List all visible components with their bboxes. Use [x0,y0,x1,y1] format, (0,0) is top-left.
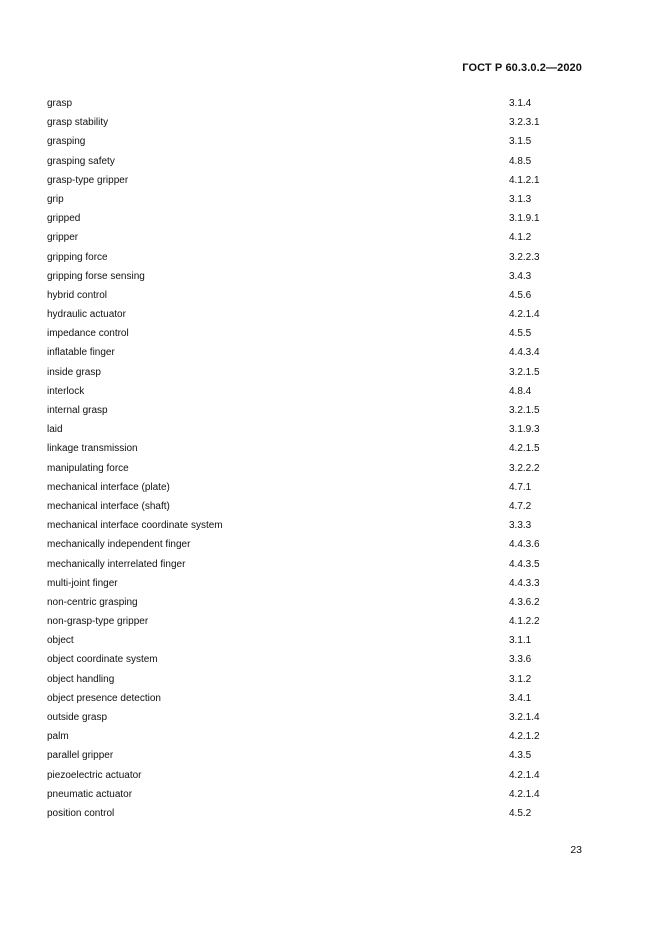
index-row [47,593,582,612]
index-term: interlock [47,385,85,397]
index-term: grasping [47,136,86,148]
index-term: non-grasp-type gripper [47,616,149,628]
index-row [47,439,582,458]
index-reference: 3.2.2.2 [509,462,540,474]
index-reference: 4.8.4 [509,385,532,397]
index-reference: 4.7.2 [509,500,532,512]
index-term: inflatable finger [47,347,115,359]
index-reference: 4.7.1 [509,481,532,493]
index-term: mechanical interface (shaft) [47,500,170,512]
index-term: gripping force [47,251,108,263]
index-term: object handling [47,673,115,685]
index-term: impedance control [47,328,129,340]
index-row [47,286,582,305]
index-reference: 4.3.5 [509,750,532,762]
index-row [47,535,582,554]
index-reference: 3.1.9.1 [509,213,540,225]
index-row [47,363,582,382]
index-row [47,267,582,286]
index-row [47,209,582,228]
index-row [47,670,582,689]
index-row [47,708,582,727]
index-reference: 3.3.6 [509,654,532,666]
index-reference: 4.1.2.1 [509,174,540,186]
index-reference: 3.4.1 [509,692,532,704]
index-term: hydraulic actuator [47,309,126,321]
index-row [47,190,582,209]
index-reference: 4.8.5 [509,155,532,167]
index-term: pneumatic actuator [47,788,133,800]
term-index [47,94,582,823]
index-reference: 4.4.3.5 [509,558,540,570]
index-reference: 3.3.3 [509,520,532,532]
page-number: 23 [570,844,582,856]
index-row [47,248,582,267]
index-reference: 3.2.1.4 [509,712,540,723]
index-term: position control [47,807,115,819]
index-term: mechanically independent finger [47,539,191,551]
index-row [47,785,582,804]
index-reference: 3.2.1.5 [509,405,540,416]
index-term: hybrid control [47,289,108,301]
index-term: gripping forse sensing [47,270,145,282]
index-term: mechanically interrelated finger [47,558,186,570]
index-term: grasp stability [47,117,109,129]
index-row [47,171,582,190]
index-term: object presence detection [47,692,161,704]
index-reference: 4.2.1.4 [509,788,540,800]
index-reference: 4.2.1.2 [509,731,540,743]
index-term: palm [47,731,69,743]
index-row [47,305,582,324]
index-term: gripped [47,213,81,225]
index-reference: 3.2.1.5 [509,366,540,378]
index-row [47,228,582,247]
index-reference: 4.3.6.2 [509,596,540,608]
index-reference: 3.1.2 [509,673,532,685]
index-row [47,132,582,151]
index-row [47,631,582,650]
index-row [47,727,582,746]
index-term: linkage transmission [47,443,138,455]
index-term: multi-joint finger [47,577,118,589]
index-reference: 4.5.5 [509,328,532,340]
standard-header: ГОСТ Р 60.3.0.2—2020 [462,62,582,74]
index-reference: 4.1.2 [509,232,532,244]
index-term: object [47,635,74,647]
index-row [47,574,582,593]
index-reference: 3.1.5 [509,136,532,148]
index-row [47,497,582,516]
index-reference: 4.5.6 [509,289,532,301]
index-term: internal grasp [47,405,108,416]
index-row [47,689,582,708]
index-row [47,516,582,535]
index-reference: 4.4.3.4 [509,347,540,359]
index-row [47,343,582,362]
index-row [47,152,582,171]
index-row [47,382,582,401]
index-term: mechanical interface coordinate system [47,520,223,532]
index-term: outside grasp [47,712,108,723]
index-reference: 4.5.2 [509,807,532,819]
index-reference: 3.1.9.3 [509,424,540,436]
index-row [47,766,582,785]
index-term: inside grasp [47,366,101,378]
index-reference: 3.4.3 [509,270,532,282]
index-term: mechanical interface (plate) [47,481,170,493]
index-row [47,420,582,439]
index-term: grasp [47,98,73,109]
index-term: gripper [47,232,79,244]
index-row [47,324,582,343]
index-row [47,650,582,669]
index-term: object coordinate system [47,654,158,666]
index-row [47,804,582,823]
index-reference: 4.2.1.4 [509,769,540,781]
index-row [47,401,582,420]
index-row [47,555,582,574]
index-reference: 3.1.4 [509,98,532,109]
index-term: grip [47,193,64,205]
index-reference: 3.1.3 [509,193,532,205]
index-reference: 3.2.2.3 [509,251,540,263]
index-row [47,746,582,765]
index-term: piezoelectric actuator [47,769,142,781]
index-reference: 3.1.1 [509,635,532,647]
index-term: parallel gripper [47,750,114,762]
index-reference: 4.1.2.2 [509,616,540,628]
index-reference: 4.4.3.3 [509,577,540,589]
index-term: laid [47,424,63,436]
index-row [47,478,582,497]
index-reference: 4.4.3.6 [509,539,540,551]
index-row [47,459,582,478]
index-term: non-centric grasping [47,596,138,608]
index-reference: 4.2.1.5 [509,443,540,455]
index-term: grasping safety [47,155,115,167]
index-reference: 3.2.3.1 [509,117,540,129]
index-reference: 4.2.1.4 [509,309,540,321]
index-term: grasp-type gripper [47,174,129,186]
index-term: manipulating force [47,462,129,474]
index-row [47,94,582,113]
index-row [47,113,582,132]
index-row [47,612,582,631]
